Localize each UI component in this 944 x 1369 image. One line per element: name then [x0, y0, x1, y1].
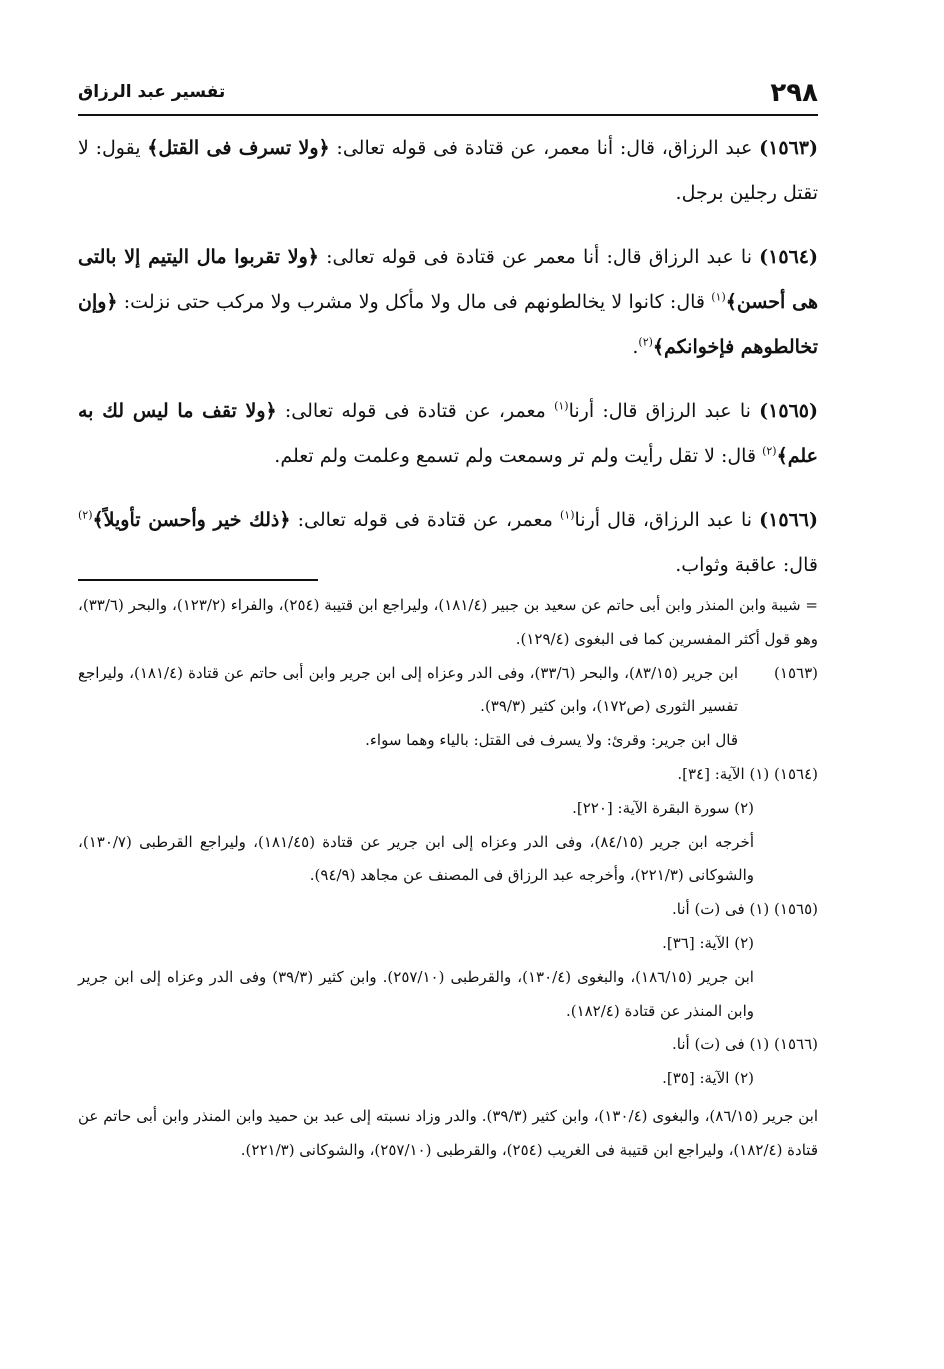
footnote-ref: (١٥٦٥): [774, 900, 818, 919]
entry-1564: [78, 235, 818, 370]
footnote-item: (٢) الآية: [٣٦].: [662, 933, 754, 952]
footnote-marker: (٢): [638, 335, 653, 349]
footnote-marker: (٢): [78, 508, 93, 522]
footnote-text: ابن جرير (٨٣/١٥)، والبحر (٣٣/٦)، وفى الدر وعزاه إلى ابن جرير وابن أبى حاتم عن قتادة (١٨١/٤)، وليراجع تفسير الثورى (ص١٧٢)، وابن كثير (٣٩/٣).: [78, 663, 738, 716]
footnote-text: أخرجه ابن جرير (٨٤/١٥)، وفى الدر وعزاه إلى ابن جرير عن قتادة (١٨١/٤٥)، وليراجع القرطبى (١٣٠/٧)، والشوكانى (٢٢١/٣)، وأخرجه عبد الرزاق فى المصنف عن مجاهد (٩٤/٩).: [78, 832, 754, 885]
footnote-1565: [78, 893, 818, 1028]
entry-1565: [78, 389, 818, 479]
footnote-item: (١) فى (ت) أنا.: [672, 900, 770, 919]
footnote-text: ابن جرير (١٨٦/١٥)، والبغوى (١٣٠/٤)، والقرطبى (٢٥٧/١٠). وابن كثير (٣٩/٣) وفى الدر وعزاه إلى ابن جرير وابن المنذر عن قتادة (١٨٢/٤).: [78, 967, 754, 1020]
entry-text: نا عبد الرزاق، قال أرنا: [574, 509, 760, 531]
footnote-1563: [78, 657, 818, 758]
entry-number: (١٥٦٤): [759, 246, 818, 268]
entry-number: (١٥٦٣): [759, 137, 818, 159]
footnote-ref: (١٥٦٦): [774, 1035, 818, 1054]
footnote-marker: (٢): [762, 444, 777, 458]
footnote-ref: (١٥٦٣): [774, 663, 818, 682]
entry-text: معمر، عن قتادة فى قوله تعالى:: [276, 400, 555, 422]
entry-1566: [78, 498, 818, 588]
header-rule: [78, 114, 818, 116]
footnote-carryover: = شيبة وابن المنذر وابن أبى حاتم عن سعيد بن جبير (١٨١/٤)، وليراجع ابن قتيبة (٢٥٤)، والفراء (١٢٣/٢)، والبحر (٣٣/٦)، وهو قول أكثر المفسرين كما فى البغوى (١٢٩/٤).: [78, 596, 818, 648]
entry-1563: [78, 126, 818, 216]
footnotes: [78, 589, 818, 1168]
entry-text: عبد الرزاق، قال: أنا معمر، عن قتادة فى قوله تعالى:: [329, 137, 760, 159]
footnote-item: (١) فى (ت) أنا.: [672, 1035, 770, 1054]
footnote-1566: [78, 1028, 818, 1167]
quran-verse: ﴿وإن تخالطوهم فإخوانكم﴾: [78, 291, 818, 358]
entry-text: نا عبد الرزاق قال: أنا معمر عن قتادة فى قوله تعالى:: [318, 246, 760, 268]
entry-text: .: [632, 336, 639, 358]
quran-verse: ﴿ولا تسرف فى القتل﴾: [147, 137, 330, 159]
entry-text: يقول: لا تقتل رجلين برجل.: [78, 137, 818, 204]
footnote-text: ابن جرير (٨٦/١٥)، والبغوى (١٣٠/٤)، وابن كثير (٣٩/٣). والدر وزاد نسبته إلى عبد بن حميد وابن المنذر وابن أبى حاتم عن قتادة (١٨٢/٤)، وليراجع ابن قتيبة فى الغريب (٢٥٤)، والقرطبى (٢٥٧/١٠)، والشوكانى (٢٢١/٣).: [78, 1106, 818, 1159]
main-text: [78, 126, 818, 594]
entry-number: (١٥٦٦): [759, 509, 818, 531]
footnote-marker: (١): [711, 290, 726, 304]
footnote-item: (٢) الآية: [٣٥].: [662, 1069, 754, 1088]
footnote-separator: [78, 579, 318, 581]
footnote-marker: (١): [559, 508, 575, 522]
footnote-item: (١) الآية: [٣٤].: [677, 764, 770, 783]
quran-verse: ﴿ذلك خير وأحسن تأويلاً﴾: [92, 509, 291, 531]
footnote-text: قال ابن جرير: وقرئ: ولا يسرف فى القتل: بالياء وهما سواء.: [365, 731, 738, 750]
quran-verse: ﴿ولا تقف ما ليس لك به علم﴾: [78, 400, 818, 467]
footnote-ref: (١٥٦٤): [774, 764, 818, 783]
entry-text: نا عبد الرزاق قال: أرنا: [568, 400, 760, 422]
footnote-item: (٢) سورة البقرة الآية: [٢٢٠].: [572, 798, 754, 817]
entry-number: (١٥٦٥): [759, 400, 818, 422]
entry-text: معمر، عن قتادة فى قوله تعالى:: [290, 509, 560, 531]
book-page: [78, 0, 818, 1369]
running-title: تفسير عبد الرزاق: [78, 82, 226, 102]
footnote-marker: (١): [554, 399, 569, 413]
page-header: [78, 78, 818, 112]
quran-verse: ﴿ولا تقربوا مال اليتيم إلا بالتى هى أحسن﴾: [78, 246, 818, 313]
entry-text: قال: كانوا لا يخالطونهم فى مال ولا مأكل ولا مشرب ولا مركب حتى نزلت:: [117, 291, 712, 313]
footnote-1564: [78, 758, 818, 893]
entry-text: قال: لا تقل رأيت ولم تر وسمعت ولم تسمع وعلمت ولم تعلم.: [274, 445, 763, 467]
page-number: ٢٩٨: [770, 78, 818, 108]
entry-text: قال: عاقبة وثواب.: [675, 554, 818, 576]
